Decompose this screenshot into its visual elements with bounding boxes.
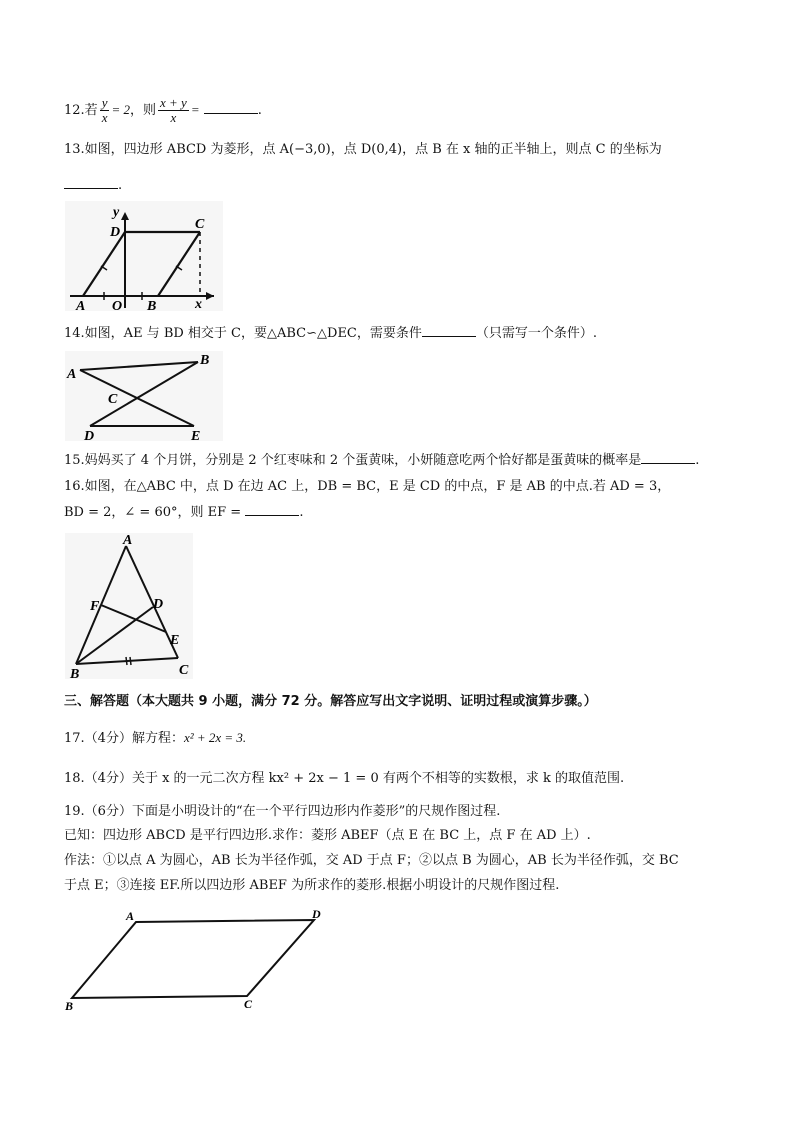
q16-answer-blank[interactable] [245,503,299,516]
fig16-tick-BC-2 [130,657,131,665]
fig19-label-D: D [312,907,321,921]
fig13-label-x: x [195,297,202,312]
q12-fraction-2 [158,96,189,125]
question-16-line-2 [64,503,303,523]
question-19-line-1: 19.（6分）下面是小明设计的“在一个平行四边形内作菱形”的尺规作图过程. [64,804,501,819]
question-14 [64,324,597,344]
question-13-line-1: 13.如图，四边形 ABCD 为菱形，点 A(−3,0)，点 D(0,4)，点 B 在 x 轴的正半轴上，则点 C 的坐标为 [64,142,662,157]
q16-text: BD = 2，∠ = 60°，则 EF = [64,505,242,520]
q13-answer-blank[interactable] [64,176,118,189]
fig19-parallelogram-ABCD [72,920,314,998]
fig13-label-y: y [113,205,120,220]
q15-text: 15.妈妈买了 4 个月饼，分别是 2 个红枣味和 2 个蛋黄味，小妍随意吃两个恰好都是蛋黄味的概率是 [64,453,642,468]
fig13-label-D: D [110,225,121,240]
fig13-label-O: O [112,299,123,312]
fig14-label-A: A [67,367,77,382]
figure-16-triangle [64,532,194,680]
question-13-line-2 [64,176,122,196]
fig13-label-C: C [195,217,205,232]
fig16-label-E: E [170,633,180,648]
question-15 [64,451,699,471]
fig14-label-C: C [108,392,118,407]
fig16-tick-BC-1 [126,657,127,665]
fig16-label-B: B [70,667,80,680]
fig16-label-D: D [153,597,164,612]
q12-frac1-numerator: y [101,95,108,110]
section-3-heading: 三、解答题（本大题共 9 小题，满分 72 分。解答应写出文字说明、证明过程或演算步骤。） [64,694,597,709]
fig19-label-B: B [65,999,74,1013]
q13-period: . [118,178,123,193]
fig13-label-B: B [147,299,157,312]
question-19-line-3: 作法：①以点 A 为圆心，AB 长为半径作弧，交 AD 于点 F；②以点 B 为圆心，AB 长为半径作弧，交 BC [64,853,679,868]
q12-fraction-1 [100,96,110,125]
q12-period: . [257,103,262,118]
q12-frac2-denominator: x [170,110,177,125]
figure-14-bowtie [64,350,224,442]
fig14-label-B: B [200,353,210,368]
q15-answer-blank[interactable] [641,451,695,464]
q12-frac2-numerator: x + y [160,95,187,110]
fig14-label-E: E [191,429,201,442]
fig16-label-A: A [123,533,133,548]
fig16-label-C: C [179,663,189,678]
q17-text: 17.（4分）解方程： [64,731,184,746]
q12-equation-1: = 2 [111,102,130,117]
q14-text: 14.如图，AE 与 BD 相交于 C，要△ABC∽△DEC，需要条件 [64,326,422,341]
question-17 [64,728,246,749]
question-18: 18.（4分）关于 x 的一元二次方程 kx² + 2x − 1 = 0 有两个不相等的实数根，求 k 的取值范围. [64,771,625,786]
q12-connector: ，则 [130,103,157,118]
question-19-line-4: 于点 E；③连接 EF.所以四边形 ABEF 为所求作的菱形.根据小明设计的尺规作图过程. [64,878,560,893]
q16-period: . [299,505,304,520]
question-16-line-1: 16.如图，在△ABC 中，点 D 在边 AC 上，DB = BC，E 是 CD 的中点，F 是 AB 的中点.若 AD = 3， [64,479,671,494]
fig19-label-C: C [244,997,253,1011]
fig13-label-A: A [76,299,86,312]
q17-equation: x² + 2x = 3. [183,730,247,745]
q12-answer-blank[interactable] [204,101,258,114]
figure-19-parallelogram [60,906,330,1014]
figure-13-rhombus [64,200,224,312]
q14-note: （只需写一个条件）. [475,326,598,341]
q14-answer-blank[interactable] [422,324,476,337]
q12-equals: = [190,102,200,117]
fig16-label-F: F [90,599,100,614]
q15-period: . [695,453,700,468]
q12-label: 12.若 [64,103,98,118]
q12-frac1-denominator: x [101,110,108,125]
question-12 [64,96,262,125]
fig19-label-A: A [126,909,135,923]
fig14-label-D: D [84,429,95,442]
question-19-line-2: 已知：四边形 ABCD 是平行四边形.求作：菱形 ABEF（点 E 在 BC 上，点 F 在 AD 上）. [64,828,591,843]
